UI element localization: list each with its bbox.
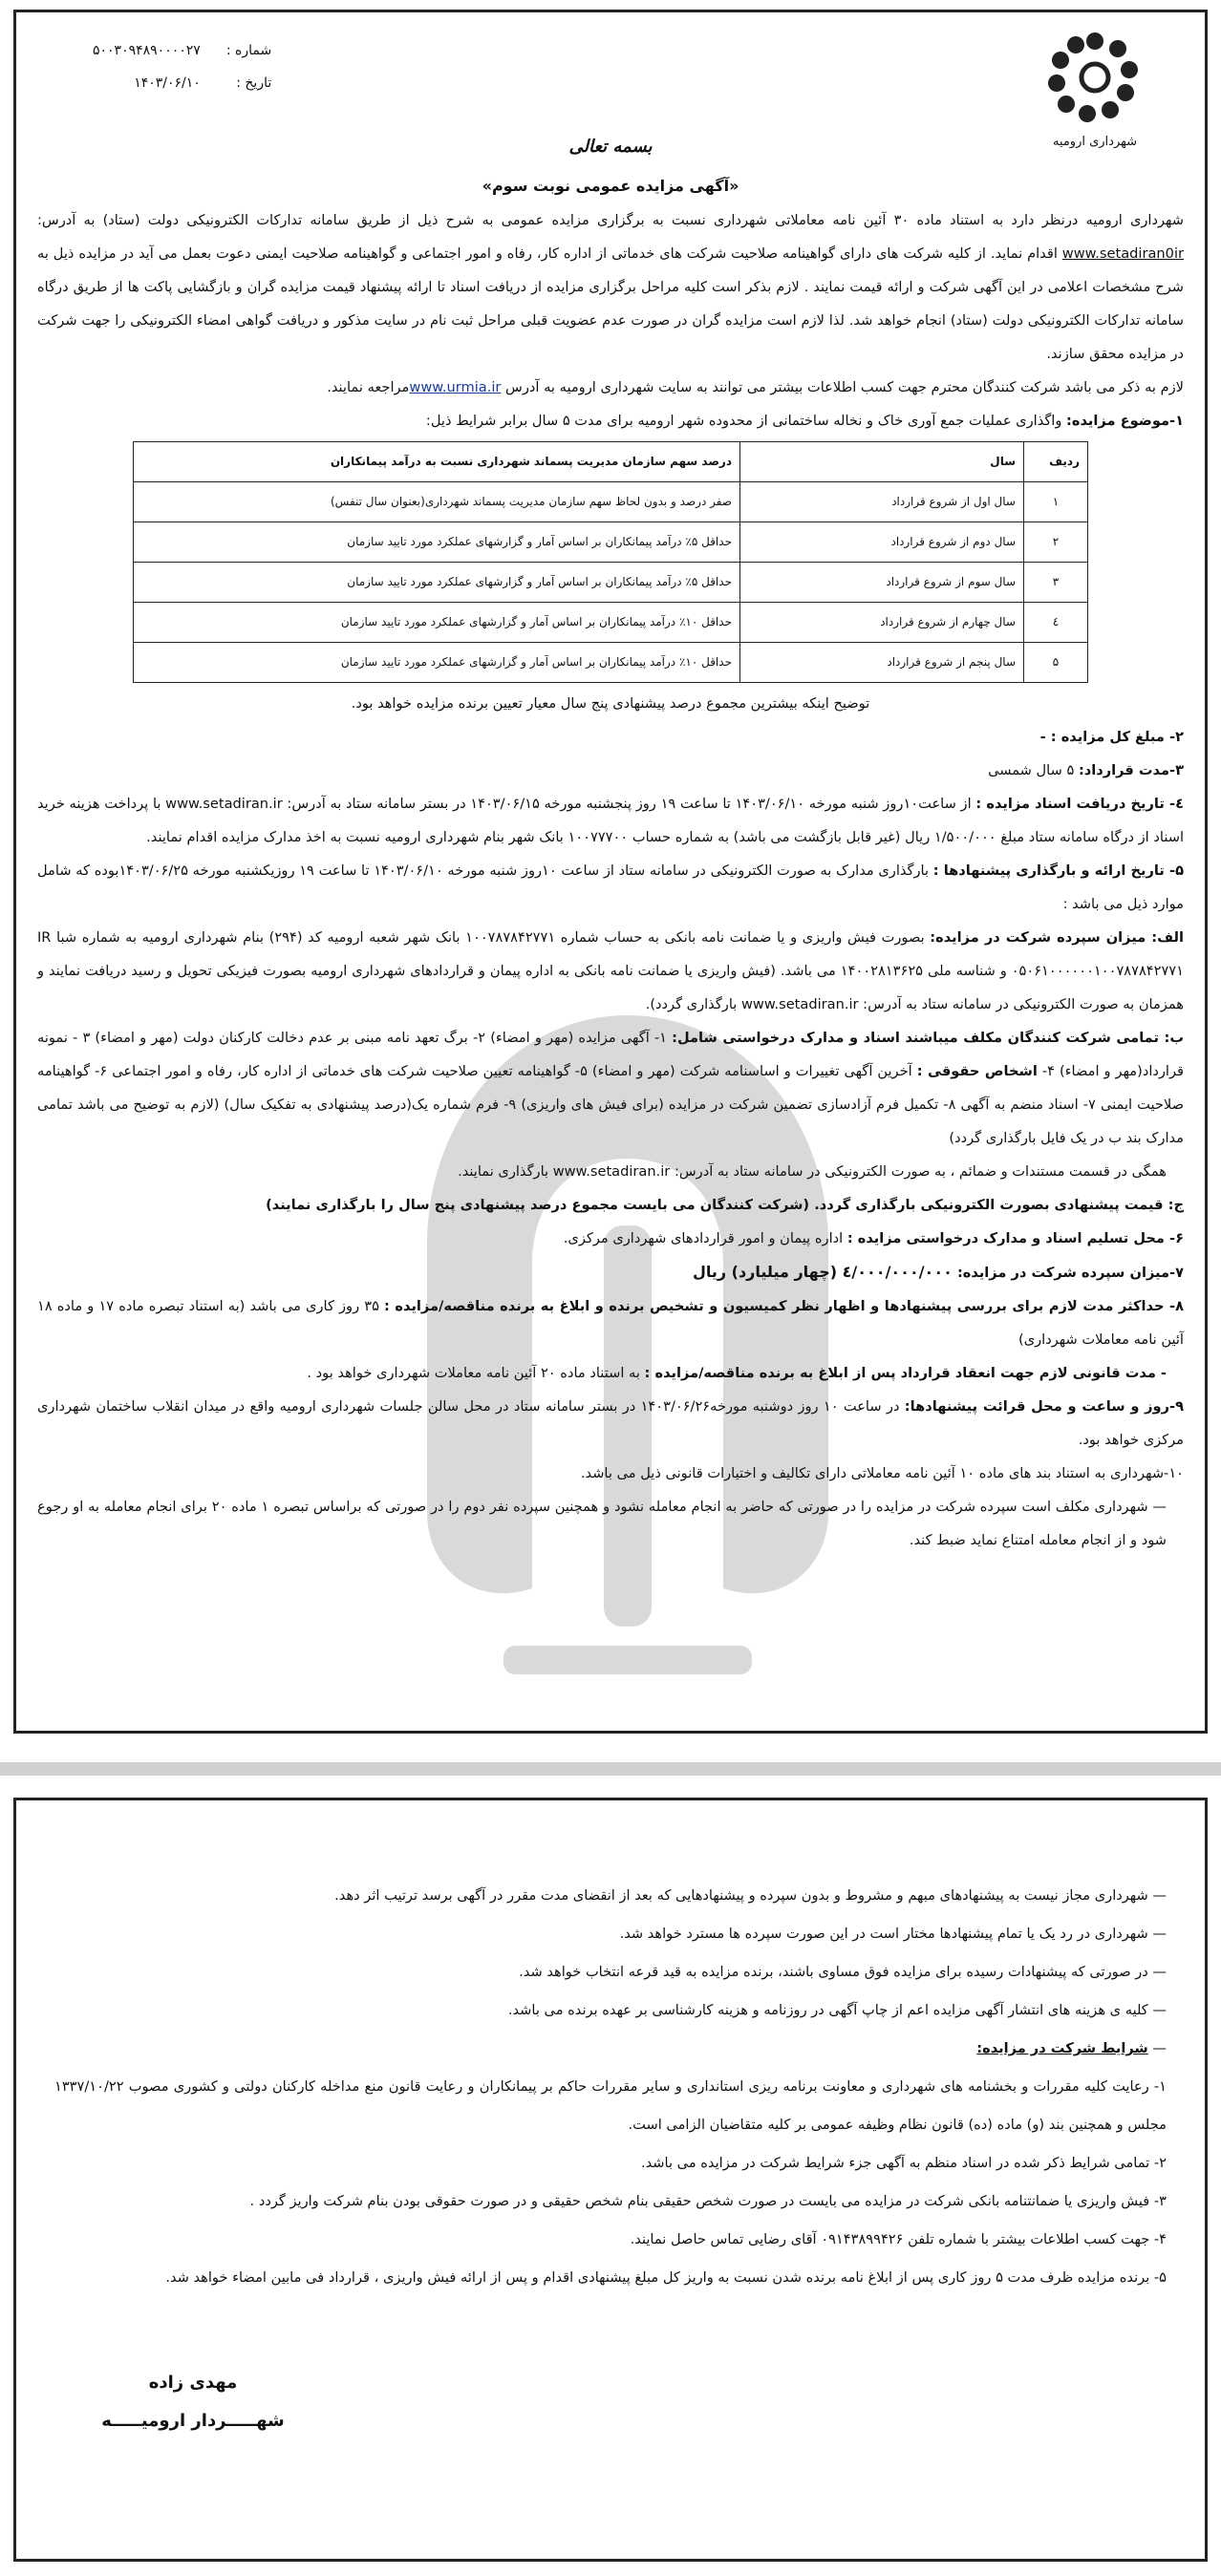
be-text-3: (لازم به توضیح می باشد تمامی مدارک بند ب در یک فایل بارگذاری گردد) — [37, 1096, 1184, 1146]
clause-text: شهرداری در رد یک یا تمام پیشنهادها مختار است در این صورت سپرده ها مسترد خواهد شد. — [619, 1926, 1148, 1942]
signature-block — [74, 2364, 312, 2440]
table-row — [134, 522, 1088, 563]
table-cell-share: حداقل ۱۰٪ درآمد پیمانکاران بر اساس آمار و گزارشهای عملکرد مورد تایید سازمان — [134, 603, 740, 643]
table-row — [134, 563, 1088, 603]
clause-text: در صورتی که پیشنهادات رسیده برای مزایده فوق مساوی باشند، برنده مزایده به قید قرعه انتخاب خواهد شد. — [519, 1964, 1148, 1980]
item-5-jim — [37, 1188, 1184, 1222]
item-1-label: ۱-موضوع مزایده: — [1066, 413, 1184, 429]
conditions-title: شرایط شرکت در مزایده: — [976, 2040, 1148, 2056]
signer-name: مهدی زاده — [148, 2373, 238, 2393]
item-9-text: در ساعت ۱۰ روز دوشنبه مورخه۱۴۰۳/۰۶/۲۶ در بستر سامانه ستاد در محل سالن جلسات شهرداری ارومیه واقع در میدان انقلاب ساختمان شهرداری مرکزی خواهد بود. — [37, 1398, 1184, 1448]
letter-number-value: ۵۰۰۳۰۹۴۸۹۰۰۰۰۲۷ — [93, 43, 201, 58]
table-cell-year: سال چهارم از شروع قرارداد — [740, 603, 1024, 643]
page-separator — [0, 1762, 1221, 1776]
clause-forfeit-text: شهرداری مکلف است سپرده شرکت در مزایده را در صورتی که حاضر به انجام معامله نشود و همچنین سپرده نفر دوم را در صورتی که براساس تبصره ۱ ماده ۲۰ برای انجام معامله به او رجوع شود و از انجام معامله امتناع نماید ضبط کند. — [37, 1499, 1167, 1548]
item-6-label: ۶- محل تسلیم اسناد و مدارک درخواستی مزایده : — [846, 1230, 1184, 1246]
item-8 — [37, 1289, 1184, 1356]
item-3-label: ۳-مدت قرارداد: — [1078, 762, 1184, 778]
condition-item: ۴- جهت کسب اطلاعات بیشتر با شماره تلفن ۰۹۱۴۳۸۹۹۴۲۶ آقای رضایی تماس حاصل نمایند. — [630, 2231, 1167, 2247]
urmia-emblem-icon — [1038, 30, 1152, 125]
item-6-text: اداره پیمان و امور قراردادهای شهرداری مرکزی. — [563, 1230, 844, 1246]
dash-icon: — — [1147, 1887, 1167, 1904]
letter-number-row — [93, 43, 271, 58]
table-cell-year: سال سوم از شروع قرارداد — [740, 563, 1024, 603]
item-5-label: ۵- تاریخ ارائه و بارگذاری پیشنهادها : — [932, 862, 1184, 879]
letter-date-label: تاریخ : — [236, 75, 272, 91]
item-8-text: ۳۵ روز کاری می باشد (به استناد تبصره ماده ۱۷ و ماده ۱۸ آئین نامه معاملات شهرداری) — [37, 1298, 1184, 1348]
be-label-2: اشخاص حقوقی : — [916, 1063, 1038, 1079]
letter-number-label: شماره : — [225, 43, 272, 58]
table-note: توضیح اینکه بیشترین مجموع درصد پیشنهادی پنج سال معیار تعیین برنده مزایده خواهد بود. — [351, 695, 870, 712]
letter-date-row — [93, 75, 271, 91]
table-cell-year: سال اول از شروع قرارداد — [740, 482, 1024, 522]
dash-icon: — — [1147, 1926, 1167, 1942]
item-9 — [37, 1390, 1184, 1457]
condition-item: ۳- فیش واریزی یا ضمانتنامه بانکی شرکت در مزایده می بایست در صورت شخص حقیقی بنام شخص حقیقی و در صورت حقوقی بودن بنام شرکت واریز گردد . — [249, 2193, 1167, 2209]
alef-label: الف: میزان سپرده شرکت در مزایده: — [930, 929, 1184, 946]
item-4-text: از ساعت۱۰روز شنبه مورخه ۱۴۰۳/۰۶/۱۰ تا ساعت ۱۹ روز پنجشنبه مورخه ۱۴۰۳/۰۶/۱۵ در بستر سامانه ستاد به آدرس: www.setadiran.ir با پرداخت هزینه خرید اسناد از درگاه سامانه ستاد مبلغ ۱/۵۰۰/۰۰۰ ریال (غیر قابل بازگشت می باشد) به شماره حساب ۱۰۰۷۷۷۰۰ بانک شهر بنام شهرداری ارومیه نسبت به اخذ مدارک مزایده اقدام نمایند. — [37, 796, 1184, 845]
signer-title: شهـــــردار ارومیـــــه — [101, 2411, 285, 2431]
table-cell-year: سال دوم از شروع قرارداد — [740, 522, 1024, 563]
column-header-year: سال — [740, 442, 1024, 482]
table-cell-year: سال پنجم از شروع قرارداد — [740, 643, 1024, 683]
item-3 — [37, 754, 1184, 787]
legal-term-text: به استناد ماده ۲۰ آئین نامه معاملات شهرداری خواهد بود . — [307, 1365, 640, 1381]
notice-page-1 — [13, 10, 1208, 1734]
item-8-label: ۸- حداکثر مدت لازم برای بررسی پیشنهادها و اظهار نظر کمیسیون و تشخیص برنده و ابلاغ به برنده مناقصه/مزایده : — [384, 1298, 1184, 1314]
dash-icon: — — [1147, 2002, 1167, 2018]
legal-term — [37, 1356, 1184, 1390]
condition-item: ۲- تمامی شرایط ذکر شده در اسناد منظم به آگهی جزء شرایط شرکت در مزایده می باشد. — [640, 2155, 1167, 2171]
item-3-text: ۵ سال شمسی — [988, 762, 1075, 778]
condition-item: ۱- رعایت کلیه مقررات و بخشنامه های شهرداری و معاونت برنامه ریزی استانداری و سایر مقررات حاکم بر پیمانکاران و رعایت قانون منع مداخله کارکنان دولتی و کشوری مصوب ۱۳۳۷/۱۰/۲۲ مجلس و همچنین بند (و) ماده (ده) قانون نظام وظیفه عمومی بر کلیه متقاضیان الزامی است. — [54, 2078, 1167, 2133]
letter-meta — [93, 43, 271, 108]
item-7 — [37, 1255, 1184, 1289]
item-5 — [37, 854, 1184, 921]
letter-date-value: ۱۴۰۳/۰۶/۱۰ — [134, 75, 201, 91]
table-row — [134, 643, 1088, 683]
dash-icon: — — [1147, 1499, 1167, 1515]
table-cell-row-number: ۱ — [1024, 482, 1088, 522]
be-text-1: ۱- آگهی مزایده (مهر و امضاء) ۲- برگ تعهد نامه مبنی بر عدم دخالت کارکنان دولت (مهر و امضاء) ۳ - نمونه قرارداد(مهر و امضاء) ۴- — [37, 1030, 1184, 1079]
notice-title: «آگهی مزایده عمومی نوبت سوم» — [482, 177, 739, 195]
clause-item — [54, 1877, 1167, 1915]
notice-page-2 — [13, 1798, 1208, 2562]
table-cell-share: حداقل ۵٪ درآمد پیمانکاران بر اساس آمار و گزارشهای عملکرد مورد تایید سازمان — [134, 563, 740, 603]
legal-term-label: - مدت قانونی لازم جهت انعقاد قرارداد پس از ابلاغ به برنده مناقصه/مزایده : — [644, 1365, 1167, 1381]
item-10: ۱۰-شهرداری به استناد بند های ماده ۱۰ آئین نامه معاملاتی دارای تکالیف و اختیارات قانونی ذیل می باشد. — [580, 1465, 1184, 1481]
all-docs-line: همگی در قسمت مستندات و ضمائم ، به صورت الکترونیکی در سامانه ستاد به آدرس: www.setadiran.ir بارگذاری نمایند. — [458, 1163, 1167, 1180]
be-label: ب: تمامی شرکت کنندگان مکلف میباشند اسناد و مدارک درخواستی شامل: — [672, 1030, 1185, 1046]
basmala-heading: بسمه تعالی — [568, 137, 653, 157]
clause-forfeit — [37, 1490, 1184, 1557]
item-5-text: بارگذاری مدارک به صورت الکترونیکی در سامانه ستاد از ساعت ۱۰روز شنبه مورخه ۱۴۰۳/۰۶/۱۰ تا ساعت ۱۹ روزیکشنبه مورخه ۱۴۰۳/۰۶/۲۵بوده که شامل موارد ذیل می باشد : — [37, 862, 1184, 912]
municipality-name: شهرداری ارومیه — [1052, 135, 1138, 149]
item-2: ۲- مبلغ کل مزایده : - — [1039, 729, 1184, 745]
table-cell-share: صفر درصد و بدون لحاظ سهم سازمان مدیریت پسماند شهرداری(بعنوان سال تنفس) — [134, 482, 740, 522]
column-header-share-percent: درصد سهم سازمان مدیریت پسماند شهرداری نسبت به درآمد پیمانکاران — [134, 442, 740, 482]
intro-text-2: اقدام نماید. از کلیه شرکت های دارای گواهینامه صلاحیت شرکت های خدماتی از اداره کار، رفاه و امور اجتماعی و گواهینامه صلاحیت ایمنی دعوت بعمل می آید در مزایده ذیل به شرح مشخصات اعلامی در این آگهی شرکت و ارائه قیمت نمایند . لازم بذکر است کلیه مراحل برگزاری مزایده از دریافت اسناد تا ارائه پیشنهاد قیمت مزایده گران و بازگشایی پاکت ها از طریق درگاه سامانه تدارکات الکترونیکی دولت (ستاد) انجام خواهد شد. لذا لازم است مزایده گران در صورت عدم عضویت قبلی مراحل ثبت نام در سایت مذکور و دریافت گواهی امضاء الکترونیکی را جهت شرکت در مزایده محقق سازند. — [37, 245, 1184, 362]
table-row — [134, 482, 1088, 522]
info-line-before: لازم به ذکر می باشد شرکت کنندگان محترم جهت کسب اطلاعات بیشتر می توانند به سایت شهرداری ارومیه به آدرس — [505, 379, 1184, 395]
column-header-row-number: ردیف — [1024, 442, 1088, 482]
item-1 — [37, 404, 1184, 437]
notice-body — [37, 203, 1184, 1557]
table-cell-row-number: ٤ — [1024, 603, 1088, 643]
table-cell-share: حداقل ۵٪ درآمد پیمانکاران بر اساس آمار و گزارشهای عملکرد مورد تایید سازمان — [134, 522, 740, 563]
share-percentage-table — [133, 441, 1088, 683]
clause-item — [54, 1915, 1167, 1953]
item-4 — [37, 787, 1184, 854]
info-line — [37, 371, 1184, 404]
jim-label: ج: قیمت پیشنهادی بصورت الکترونیکی بارگذاری گردد. — [814, 1197, 1184, 1213]
item-6 — [37, 1222, 1184, 1255]
info-line-after: مراجعه نمایند. — [327, 379, 410, 395]
table-header-row — [134, 442, 1088, 482]
item-1-text: واگذاری عملیات جمع آوری خاک و نخاله ساختمانی از محدوده شهر ارومیه برای مدت ۵ سال برابر شرایط ذیل: — [425, 413, 1062, 429]
table-cell-row-number: ۵ — [1024, 643, 1088, 683]
conditions-heading — [54, 2030, 1167, 2068]
intro-text-1: شهرداری ارومیه درنظر دارد به استناد ماده ۳۰ آئین نامه معاملاتی شهرداری نسبت به برگزاری مزایده عمومی به شرح ذیل از طریق سامانه تدارکات الکترونیکی دولت (ستاد) به آدرس: — [37, 212, 1184, 228]
condition-item: ۵- برنده مزایده ظرف مدت ۵ روز کاری پس از ابلاغ نامه برنده شدن نسبت به واریز کل مبلغ پیشنهادی اقدام و پس از ارائه فیش واریزی ، قرارداد فی مابین امضاء خواهد شد. — [165, 2269, 1167, 2286]
alef-text: بصورت فیش واریزی و یا ضمانت نامه بانکی به حساب شماره ۱۰۰۷۸۷۸۴۲۷۷۱ بانک شهر شعبه ارومیه کد (۲۹۴) بنام شهرداری ارومیه به شماره شبا IR ۰۵۰۶۱۰۰۰۰۰۰۱۰۰۷۸۷۸۴۲۷۷۱ و شناسه ملی ۱۴۰۰۲۸۱۳۶۲۵ می باشد. (فیش واریزی یا ضمانت نامه بانکی به اداره پیمان و قراردادهای شهرداری ارومیه بصورت فیزیکی تحویل و رسید دریافت نمایند و همزمان به صورت الکترونیکی در سامانه ستاد به آدرس: www.setadiran.ir بارگذاری گردد). — [37, 929, 1184, 1012]
item-4-label: ٤- تاریخ دریافت اسناد مزایده : — [975, 796, 1184, 812]
clause-text: کلیه ی هزینه های انتشار آگهی مزایده اعم از چاپ آگهی در روزنامه و هزینه کارشناسی بر عهده برنده می باشد. — [507, 2002, 1148, 2018]
item-5-be — [37, 1021, 1184, 1155]
item-5-alef — [37, 921, 1184, 1021]
urmia-link[interactable]: www.urmia.ir — [409, 379, 502, 395]
jim-text: (شرکت کنندگان می بایست مجموع درصد پیشنهادی پنج سال را بارگذاری نمایند) — [266, 1197, 810, 1213]
clause-item — [54, 1991, 1167, 2030]
table-row — [134, 603, 1088, 643]
dash-icon: — — [1147, 2040, 1167, 2056]
table-cell-row-number: ۲ — [1024, 522, 1088, 563]
item-7-text: ٤/۰۰۰/۰۰۰/۰۰۰ (چهار میلیارد) ریال — [692, 1263, 953, 1281]
municipality-logo — [1023, 30, 1167, 154]
clause-text: شهرداری مجاز نیست به پیشنهادهای مبهم و مشروط و بدون سپرده و پیشنهادهایی که بعد از انقضای مدت مقرر در آگهی برسد ترتیب اثر دهد. — [334, 1887, 1148, 1904]
setad-link[interactable]: www.setadiran0ir — [1061, 245, 1184, 262]
dash-icon: — — [1147, 1964, 1167, 1980]
clause-item — [54, 1953, 1167, 1991]
be-text-2: آخرین آگهی تغییرات و اساسنامه شرکت (مهر و امضاء) ۵- گواهینامه تعیین صلاحیت شرکت های خدماتی از اداره کار، رفاه و امور اجتماعی ۶- گواهینامه صلاحیت ایمنی ۷- اسناد منضم به آگهی ۸- تکمیل فرم آزادسازی تضمین شرکت در مزایده (برای فیش های واریزی) ۹- فرم شماره یک(درصد پیشنهادی به تفکیک سال) — [37, 1063, 1184, 1113]
item-9-label: ۹-روز و ساعت و محل قرائت پیشنهادها: — [904, 1398, 1185, 1415]
table-cell-share: حداقل ۱۰٪ درآمد پیمانکاران بر اساس آمار و گزارشهای عملکرد مورد تایید سازمان — [134, 643, 740, 683]
table-cell-row-number: ۳ — [1024, 563, 1088, 603]
notice-body-2 — [54, 1877, 1167, 2297]
item-7-label: ۷-میزان سپرده شرکت در مزایده: — [956, 1265, 1184, 1281]
intro-paragraph — [37, 203, 1184, 371]
